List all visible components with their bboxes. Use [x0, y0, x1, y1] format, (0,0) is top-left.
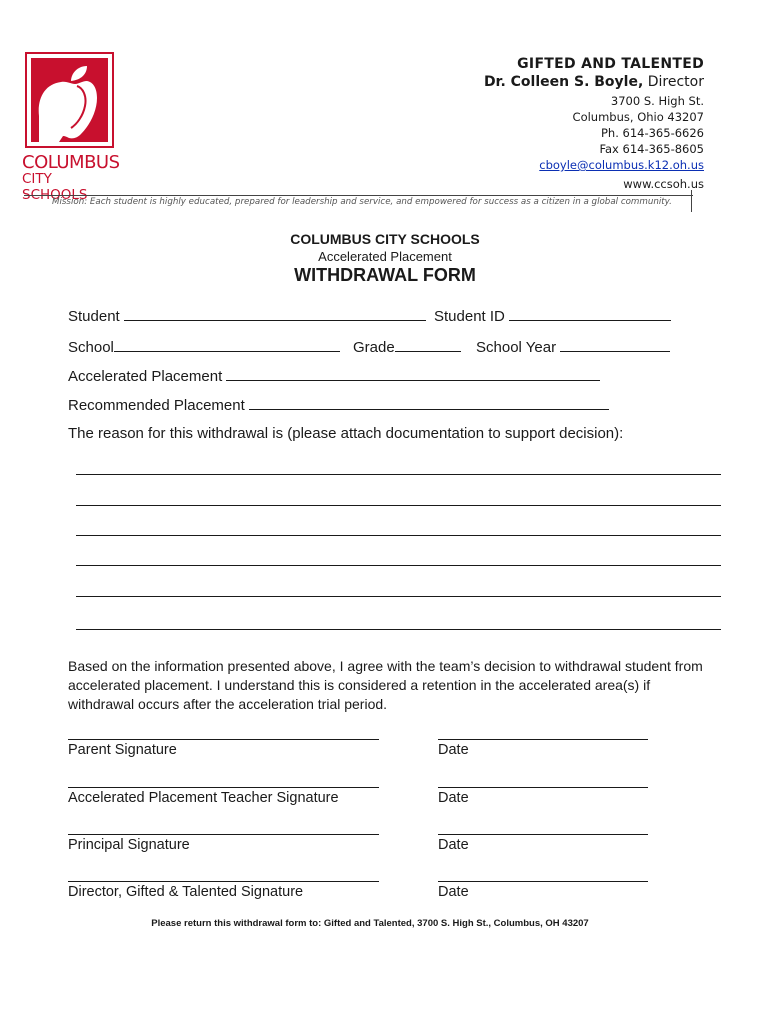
- district-title: COLUMBUS CITY SCHOOLS: [290, 231, 480, 247]
- director-date-label: Date: [438, 884, 469, 900]
- recommended-placement-field: [68, 395, 609, 414]
- reason-line-3[interactable]: [76, 535, 721, 536]
- recommended-placement-line[interactable]: [249, 395, 609, 410]
- reason-line-6[interactable]: [76, 629, 721, 630]
- reason-line-1[interactable]: [76, 474, 721, 475]
- school-year-line[interactable]: [560, 337, 670, 352]
- principal-date-line[interactable]: [438, 834, 648, 835]
- director-line: [484, 74, 704, 90]
- student-id-label: Student ID: [434, 308, 505, 325]
- school-field: [68, 337, 340, 356]
- logo-text-city-schools: CITY SCHOOLS: [22, 171, 88, 203]
- reason-line-4[interactable]: [76, 565, 721, 566]
- accelerated-placement-field: [68, 366, 600, 385]
- address-line-2: Columbus, Ohio 43207: [572, 110, 704, 124]
- director-title: Director: [647, 74, 704, 90]
- director-signature-label: Director, Gifted & Talented Signature: [68, 884, 304, 900]
- school-line[interactable]: [114, 337, 340, 352]
- parent-signature-label: Parent Signature: [68, 742, 177, 758]
- accelerated-placement-label: Accelerated Placement: [68, 368, 223, 385]
- parent-date-line[interactable]: [438, 739, 648, 740]
- program-title: Accelerated Placement: [318, 249, 452, 264]
- agreement-text: Based on the information presented above, I agree with the team’s decision to withdrawal student from accelerated placement. I understand this is considered a retention in the accelerated area(s) if withdrawal occurs after the acceleration trial period.: [68, 658, 703, 712]
- student-name-line[interactable]: [124, 306, 426, 321]
- principal-signature-line[interactable]: [68, 834, 379, 835]
- district-logo: [25, 52, 114, 148]
- student-id-field: [434, 306, 671, 325]
- school-year-label: School Year: [476, 339, 557, 356]
- school-label: School: [68, 339, 114, 356]
- student-field: [68, 306, 426, 325]
- student-id-line[interactable]: [509, 306, 671, 321]
- grade-field: [353, 337, 461, 356]
- mission-statement: Mission: Each student is highly educated, prepared for leadership and service, and empowered for success as a citizen in a global community.: [52, 197, 672, 207]
- apple-icon: [27, 54, 112, 146]
- grade-line[interactable]: [395, 337, 461, 352]
- recommended-placement-label: Recommended Placement: [68, 397, 245, 414]
- student-label: Student: [68, 308, 120, 325]
- header-divider-end: [691, 190, 692, 212]
- parent-signature-line[interactable]: [68, 739, 379, 740]
- department-name: GIFTED AND TALENTED: [517, 56, 704, 72]
- logo-text-columbus: COLUMBUS: [22, 152, 120, 173]
- school-year-field: [476, 337, 670, 356]
- return-instructions: Please return this withdrawal form to: Gifted and Talented, 3700 S. High St., Columbus, OH 43207: [151, 918, 589, 929]
- teacher-date-line[interactable]: [438, 787, 648, 788]
- principal-signature-label: Principal Signature: [68, 837, 190, 853]
- phone-number: Ph. 614-365-6626: [600, 126, 704, 140]
- teacher-signature-line[interactable]: [68, 787, 379, 788]
- director-signature-line[interactable]: [68, 881, 379, 882]
- director-name: Dr. Colleen S. Boyle,: [483, 74, 644, 90]
- reason-line-2[interactable]: [76, 505, 721, 506]
- header-divider: [24, 195, 693, 196]
- reason-prompt: The reason for this withdrawal is (please attach documentation to support decision):: [68, 425, 624, 442]
- form-title: WITHDRAWAL FORM: [294, 265, 476, 285]
- reason-line-5[interactable]: [76, 596, 721, 597]
- principal-date-label: Date: [438, 837, 469, 853]
- email-link[interactable]: cboyle@columbus.k12.oh.us: [539, 158, 704, 172]
- teacher-date-label: Date: [438, 790, 469, 806]
- website: www.ccsoh.us: [623, 177, 704, 191]
- director-date-line[interactable]: [438, 881, 648, 882]
- address-line-1: 3700 S. High St.: [610, 94, 704, 108]
- teacher-signature-label: Accelerated Placement Teacher Signature: [68, 790, 339, 806]
- grade-label: Grade: [353, 339, 395, 356]
- parent-date-label: Date: [438, 742, 469, 758]
- fax-number: Fax 614-365-8605: [599, 142, 704, 156]
- accelerated-placement-line[interactable]: [226, 366, 600, 381]
